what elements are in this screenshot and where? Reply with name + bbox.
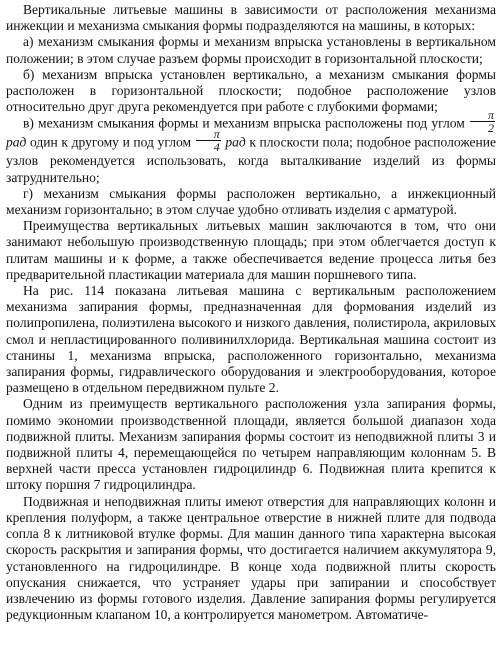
option-c-text-2: один к другому и под углом — [30, 135, 192, 151]
paragraph-intro: Вертикальные литьевые машины в зависимости от расположения механизма инжекции и механизма смыкания формы подразделяются на машины, в которых: — [6, 2, 496, 34]
paragraph-option-b: б) механизм впрыска установлен вертикально, а механизм смыкания формы расположен в горизонтальной плоскости; подобное расположение узлов относительно друг друга рекомендуется при работе с глубокими формами; — [6, 66, 496, 115]
fraction-denominator: 4 — [213, 140, 220, 155]
paragraph-platens: Подвижная и неподвижная плиты имеют отверстия для направляющих колонн и крепления полуформ, а также центральное отверстие в нижней плите для подвода сопла 8 к литниковой втулке формы. Для машин данного типа характерна высокая скорость раскрытия и запирания формы, что достигается наличием аккумулятора 9, установленного на гидроцилиндре. В конце хода подвижной плиты скорость опускания снижается, что устраняет удары при запирании и способствует извлечению из формы готового изделия. Давление запирания формы регулируется редукционным клапаном 10, а контролируется манометром. Автоматиче- — [6, 493, 496, 623]
fraction-pi-over-4 — [196, 128, 221, 153]
option-c-text-3: к плоскости пола; подобное расположение узлов рекомендуется использовать, когда выталкивание изделий из формы затруднительно; — [6, 135, 497, 185]
fraction-numerator: π — [470, 109, 495, 122]
paragraph-option-d: г) механизм смыкания формы расположен вертикально, а инжекционный механизм горизонтально; в этом случае удобно отливать изделия с арматурой. — [6, 185, 496, 218]
fraction-numerator: π — [196, 128, 221, 141]
paragraph-clamping-unit: Одним из преимуществ вертикального расположения узла запирания формы, помимо экономии производственной площади, является большой диапазон хода подвижной плиты. Механизм запирания формы состоит из неподвижной плиты 3 и подвижной плиты 4, перемещающейся по четырем направляющим колоннам 5. В верхней части пресса установлен гидроцилиндр 6. Подвижная плита крепится к штоку поршня 7 гидроцилиндра. — [6, 396, 496, 493]
fraction-pi-over-2 — [470, 109, 495, 134]
paragraph-figure-114: На рис. 114 показана литьевая машина с вертикальным расположением механизма запирания формы, предназначенная для формования изделий из полипропилена, полиэтилена высокого и низкого давления, полистирола, акриловых смол и непластицированного поливинилхлорида. Вертикальная машина состоит из станины 1, механизма впрыска, расположенного горизонтально, механизма запирания формы, гидравлического оборудования и электрооборудования, которое размещено в отдельном передвижном пульте 2. — [6, 283, 496, 396]
paragraph-option-c — [6, 108, 497, 185]
paragraph-advantages: Преимущества вертикальных литьевых машин заключаются в том, что они занимают небольшую производственную площадь; при этом облегчается доступ к плитам машины и к форме, а также обеспечивается ведение процесса литья без предварительной пластикации материала для машин поршневого типа. — [6, 218, 496, 282]
document-page — [6, 2, 496, 623]
unit-rad: рад — [225, 135, 246, 151]
option-c-text-1: в) механизм смыкания формы и механизм впрыска расположены под углом — [23, 116, 465, 132]
paragraph-option-a: а) механизм смыкания формы и механизм впрыска установлены в вертикальном положении; в этом случае разъем формы происходит в горизонтальной плоскости; — [6, 34, 496, 66]
fraction-denominator: 2 — [487, 121, 494, 136]
unit-rad: рад — [6, 135, 27, 151]
